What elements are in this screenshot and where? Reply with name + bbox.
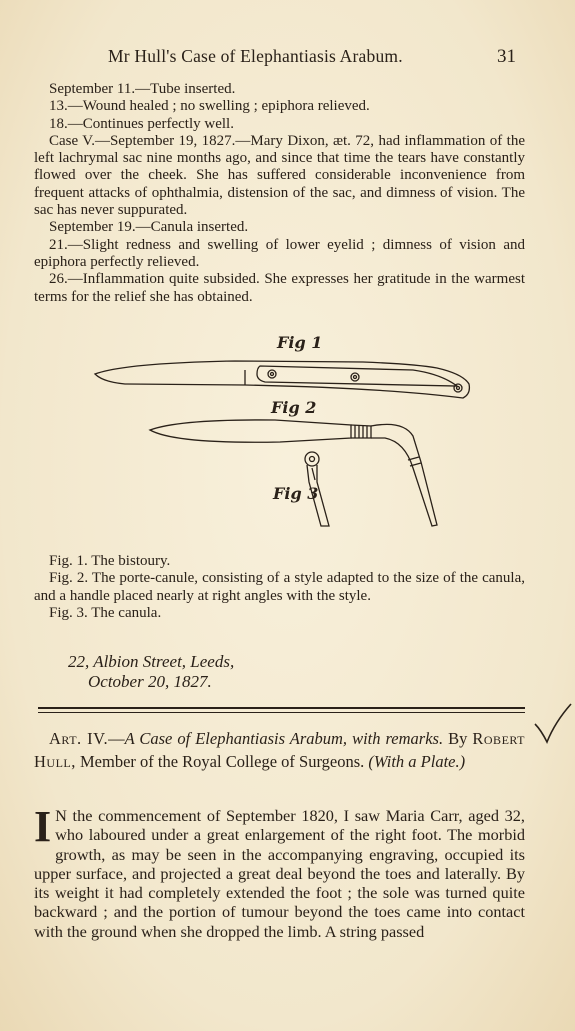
case-notes xyxy=(34,81,525,306)
fig-1-label: Fig 1 xyxy=(277,333,323,352)
case-line: September 11.—Tube inserted. xyxy=(49,81,236,97)
check-mark-icon xyxy=(533,702,573,744)
address-line: 22, Albion Street, Leeds, xyxy=(68,652,235,671)
case-line: 13.—Wound healed ; no swelling ; epiphora relieved. xyxy=(49,98,370,115)
case-line: 18.—Continues perfectly well. xyxy=(49,115,234,132)
running-title: Mr Hull's Case of Elephantiasis Arabum. xyxy=(108,46,403,66)
author-name: Robert Hull, xyxy=(34,729,526,771)
instrument-figure xyxy=(85,330,485,545)
caption: Fig. 2. The porte-canule, consisting of a style adapted to the size of the canula, and a handle placed nearly at right angles with the style. xyxy=(34,570,525,604)
fig-2-label: Fig 2 xyxy=(271,398,317,417)
article-title: A Case of Elephantiasis Arabum, with remarks. xyxy=(124,729,444,748)
figure-captions xyxy=(34,553,525,622)
caption: Fig. 3. The canula. xyxy=(49,604,162,621)
case-line: September 19.—Canula inserted. xyxy=(49,219,249,236)
case-paragraph: Case V.—September 19, 1827.—Mary Dixon, æt. 72, had inflammation of the left lachrymal sac nine months ago, and since that time the tears have constantly flowed over the cheek. She has suffered considerable inconvenience from frequent attacks of ophthalmia, distension of the sac, and dimness of vision. The sac has never suppurated. xyxy=(34,132,525,219)
page-number: 31 xyxy=(497,46,516,67)
plate-note: (With a Plate.) xyxy=(368,751,466,771)
drop-cap: I xyxy=(34,802,52,851)
article-number: Art. IV. xyxy=(49,729,109,748)
case-line: 26.—Inflammation quite subsided. She expresses her gratitude in the warmest terms for the relief she has obtained. xyxy=(34,271,525,305)
by-word: By xyxy=(448,729,468,748)
article-body xyxy=(34,802,525,941)
author-affiliation: Member of the Royal College of Surgeons. xyxy=(80,751,365,771)
caption: Fig. 1. The bistoury. xyxy=(49,553,171,569)
section-rule xyxy=(38,707,525,709)
body-text: N the commencement of September 1820, I saw Maria Carr, aged 32, who laboured under a great enlargement of the right foot. The morbid growth, as may be seen in the accompanying engraving, occupied its upper surface, and projected a great deal beyond the toes and laterally. By its weight it had completely extended the foot ; the sole was turned quite backward ; and the portion of tumour beyond the toes came into contact with the ground when she dropped the limb. A string passed xyxy=(34,806,525,941)
fig-3-label: Fig 3 xyxy=(273,484,319,503)
running-header xyxy=(108,46,516,72)
date-line: October 20, 1827. xyxy=(88,672,212,691)
article-heading: Art. IV.—A Case of Elephantiasis Arabum, with remarks. By Robert Hull, Member of the Royal College of Surgeons. (With a Plate.) xyxy=(34,729,526,771)
case-line: 21.—Slight redness and swelling of lower eyelid ; dimness of vision and epiphora perfectly relieved. xyxy=(34,236,525,270)
instrument-drawing xyxy=(85,330,485,545)
dateline xyxy=(68,652,234,692)
section-rule-thin xyxy=(38,712,525,713)
